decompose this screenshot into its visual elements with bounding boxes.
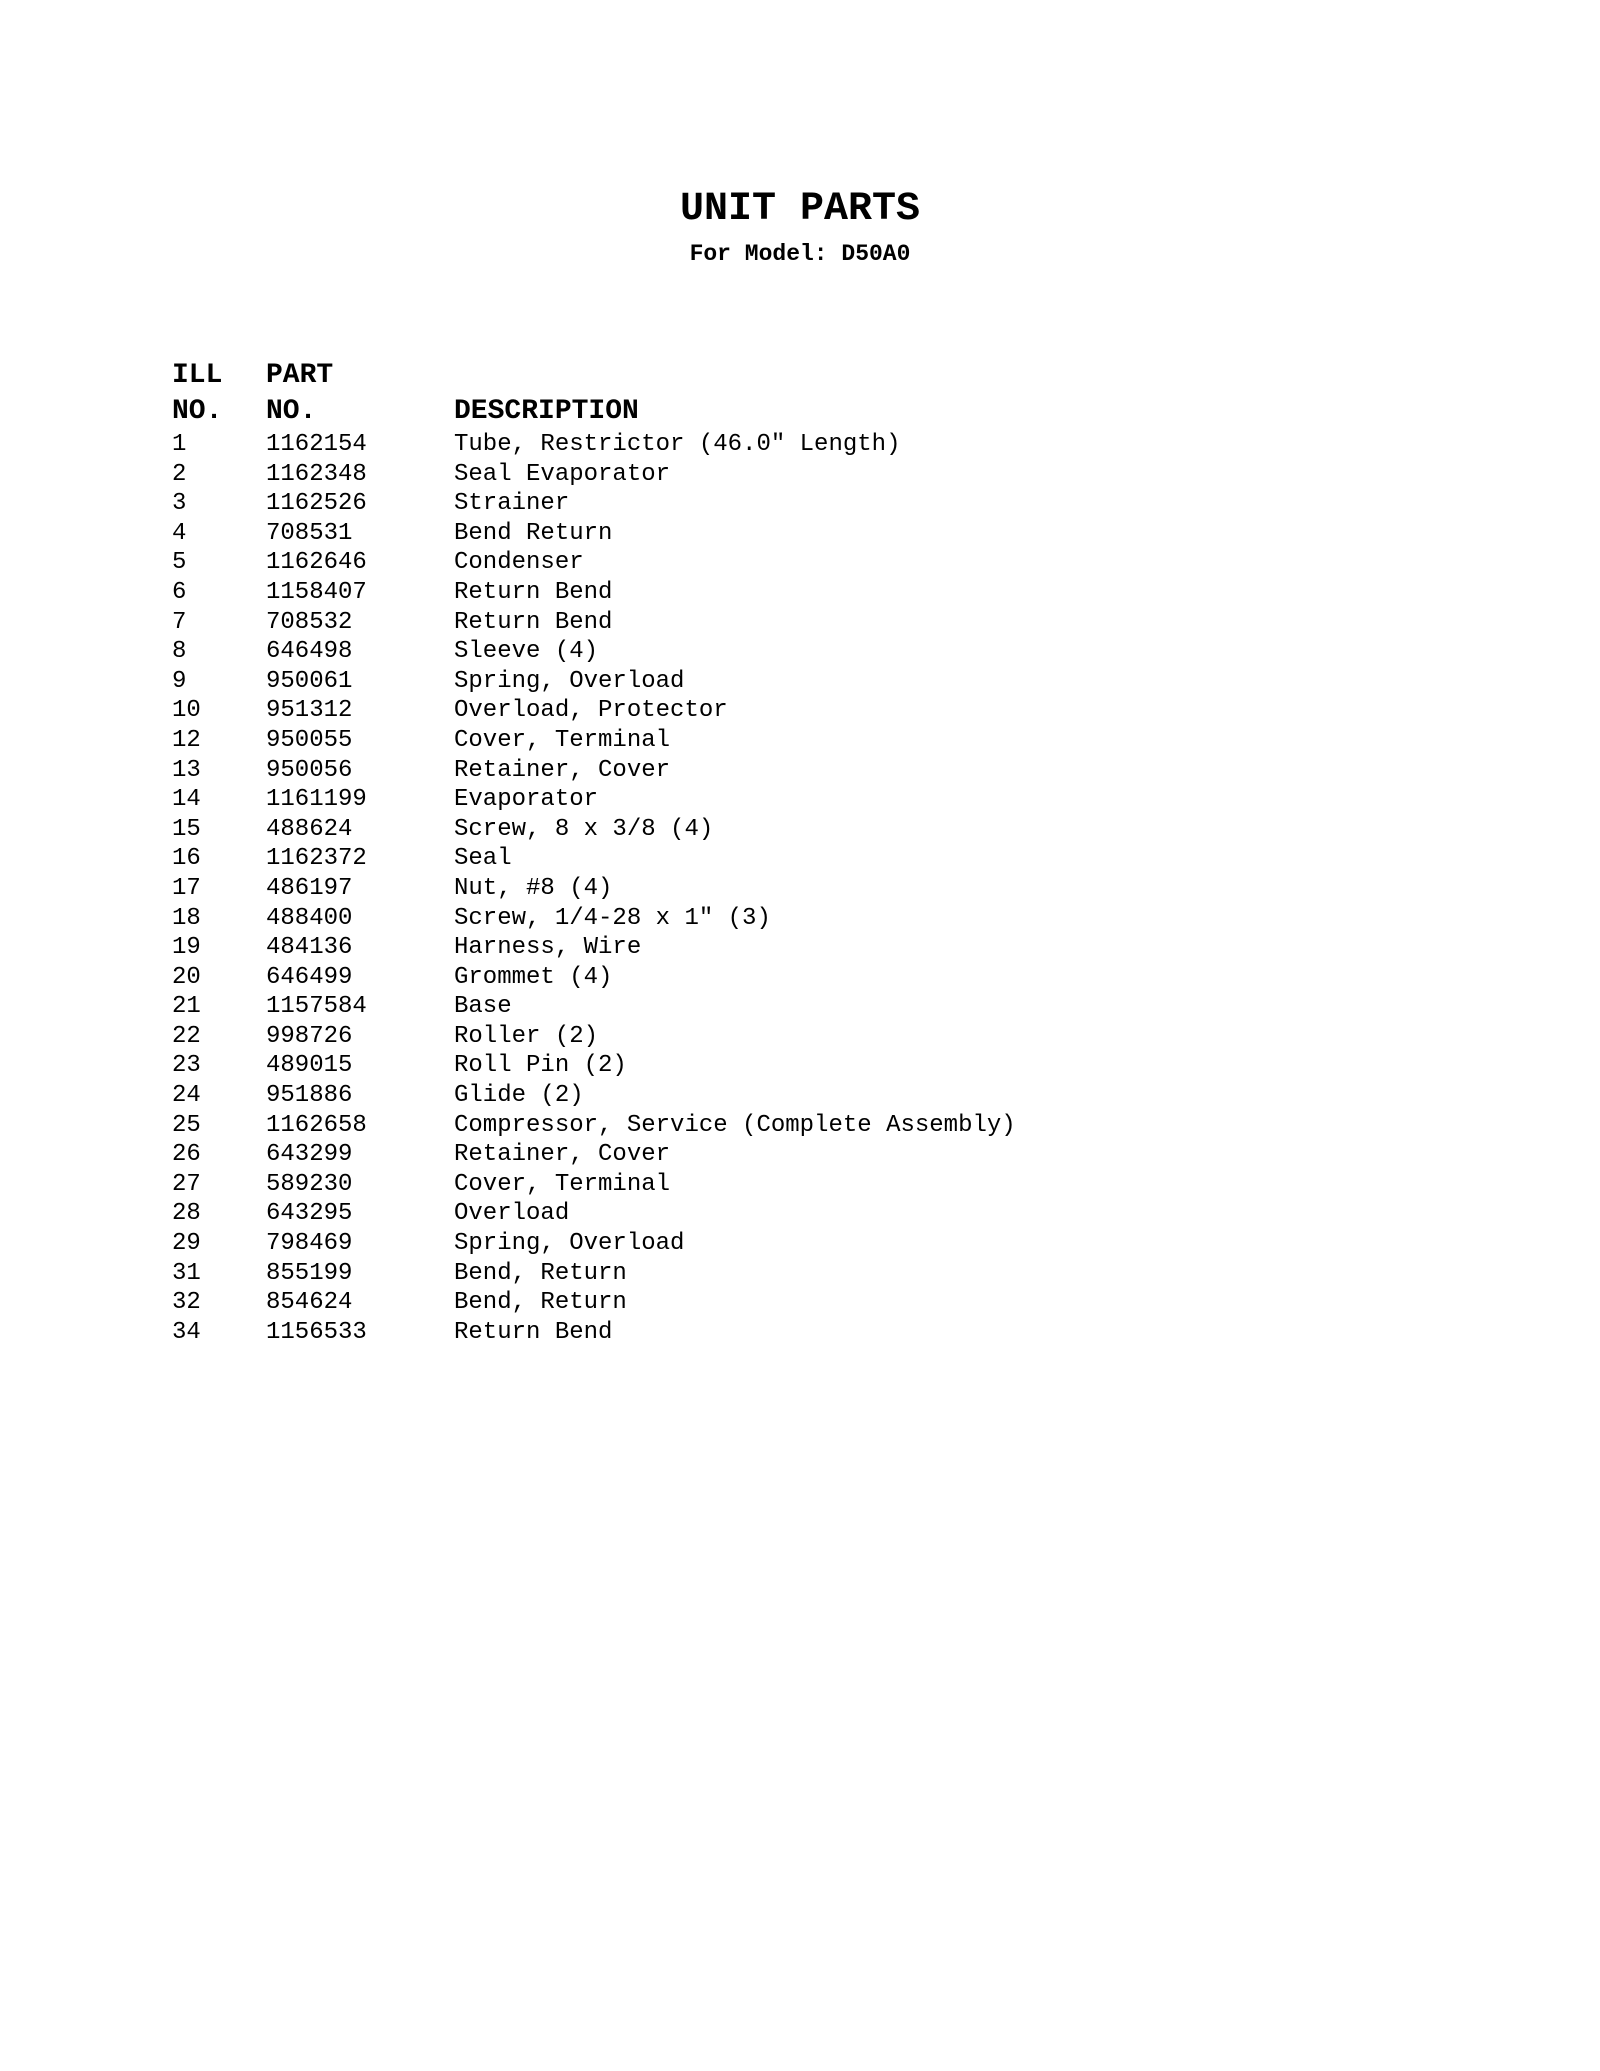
- part-description: Bend Return: [454, 519, 613, 547]
- table-row: [172, 667, 1272, 697]
- part-description: Glide (2): [454, 1082, 584, 1110]
- part-description: Overload: [454, 1200, 570, 1228]
- part-description: Return Bend: [454, 1318, 613, 1346]
- ill-number: 10: [172, 697, 201, 725]
- table-row: [172, 578, 1272, 608]
- ill-number: 22: [172, 1022, 201, 1050]
- part-number: 643295: [266, 1200, 353, 1228]
- part-number: 486197: [266, 874, 353, 902]
- part-description: Sleeve (4): [454, 638, 599, 666]
- table-row: [172, 548, 1272, 578]
- table-row: [172, 933, 1272, 963]
- part-description: Return Bend: [454, 578, 613, 606]
- part-number: 1156533: [266, 1318, 367, 1346]
- part-description: Cover, Terminal: [454, 726, 671, 754]
- part-description: Base: [454, 993, 512, 1021]
- ill-number: 5: [172, 549, 187, 577]
- description-header: DESCRIPTION: [454, 396, 639, 427]
- part-number: 708531: [266, 519, 353, 547]
- ill-number: 24: [172, 1082, 201, 1110]
- part-number: 1162372: [266, 845, 367, 873]
- table-row: [172, 1111, 1272, 1141]
- part-description: Return Bend: [454, 608, 613, 636]
- part-description: Condenser: [454, 549, 584, 577]
- part-description: Screw, 8 x 3/8 (4): [454, 815, 714, 843]
- table-row: [172, 874, 1272, 904]
- table-row: [172, 1170, 1272, 1200]
- table-row: [172, 637, 1272, 667]
- part-number: 951886: [266, 1082, 353, 1110]
- table-row: [172, 992, 1272, 1022]
- part-description: Bend, Return: [454, 1289, 627, 1317]
- ill-number: 28: [172, 1200, 201, 1228]
- part-number: 1162646: [266, 549, 367, 577]
- table-row: [172, 844, 1272, 874]
- ill-number: 4: [172, 519, 187, 547]
- desc-header-spacer: [454, 358, 1272, 394]
- ill-number: 15: [172, 815, 201, 843]
- table-row: [172, 489, 1272, 519]
- part-description: Bend, Return: [454, 1259, 627, 1287]
- ill-number: 16: [172, 845, 201, 873]
- page-title: UNIT PARTS: [679, 187, 921, 232]
- part-number: 643299: [266, 1141, 353, 1169]
- ill-number: 1: [172, 431, 187, 458]
- part-description: Grommet (4): [454, 963, 613, 991]
- ill-number: 7: [172, 608, 187, 636]
- model-subtitle: For Model: D50A0: [689, 241, 911, 267]
- part-number: 646499: [266, 963, 353, 991]
- table-row: [172, 1199, 1272, 1229]
- part-description: Screw, 1/4-28 x 1" (3): [454, 904, 771, 932]
- table-row: [172, 1140, 1272, 1170]
- part-description: Retainer, Cover: [454, 1141, 671, 1169]
- ill-number: 31: [172, 1259, 201, 1287]
- table-row: [172, 460, 1272, 490]
- ill-number: 6: [172, 578, 187, 606]
- ill-number: 23: [172, 1052, 201, 1080]
- part-description: Tube, Restrictor (46.0" Length): [454, 431, 901, 458]
- ill-number: 9: [172, 667, 187, 695]
- part-number: 950055: [266, 726, 353, 754]
- part-number: 854624: [266, 1289, 353, 1317]
- parts-list: [172, 358, 1272, 1347]
- part-number: 950056: [266, 756, 353, 784]
- ill-number: 25: [172, 1111, 201, 1139]
- table-row: [172, 608, 1272, 638]
- part-description: Strainer: [454, 490, 570, 518]
- part-header-line2: NO.: [266, 396, 317, 427]
- part-description: Compressor, Service (Complete Assembly): [454, 1111, 1016, 1139]
- table-row: [172, 1051, 1272, 1081]
- part-number: 1162154: [266, 431, 367, 458]
- table-row: [172, 430, 1272, 460]
- ill-number: 8: [172, 638, 187, 666]
- table-row: [172, 1288, 1272, 1318]
- ill-number: 13: [172, 756, 201, 784]
- ill-number: 19: [172, 934, 201, 962]
- part-number: 855199: [266, 1259, 353, 1287]
- part-description: Cover, Terminal: [454, 1170, 671, 1198]
- part-description: Seal: [454, 845, 512, 873]
- part-number: 950061: [266, 667, 353, 695]
- part-number: 589230: [266, 1170, 353, 1198]
- table-row: [172, 726, 1272, 756]
- part-number: 488624: [266, 815, 353, 843]
- table-row: [172, 1318, 1272, 1348]
- part-number: 1162658: [266, 1111, 367, 1139]
- table-row: [172, 1081, 1272, 1111]
- ill-number: 21: [172, 993, 201, 1021]
- part-description: Overload, Protector: [454, 697, 728, 725]
- ill-number: 12: [172, 726, 201, 754]
- part-description: Spring, Overload: [454, 1230, 685, 1258]
- part-number: 1161199: [266, 786, 367, 814]
- part-description: Roll Pin (2): [454, 1052, 627, 1080]
- part-description: Roller (2): [454, 1022, 599, 1050]
- ill-number: 34: [172, 1318, 201, 1346]
- table-row: [172, 785, 1272, 815]
- table-row: [172, 756, 1272, 786]
- part-header-line1: PART: [266, 360, 334, 391]
- table-row: [172, 1022, 1272, 1052]
- ill-number: 14: [172, 786, 201, 814]
- part-description: Nut, #8 (4): [454, 874, 613, 902]
- part-description: Retainer, Cover: [454, 756, 671, 784]
- ill-number: 3: [172, 490, 187, 518]
- part-number: 1162526: [266, 490, 367, 518]
- ill-number: 2: [172, 460, 187, 488]
- ill-header-line1: ILL: [172, 360, 223, 391]
- part-description: Spring, Overload: [454, 667, 685, 695]
- part-number: 1162348: [266, 460, 367, 488]
- column-header-row-2: [172, 394, 1272, 430]
- part-number: 951312: [266, 697, 353, 725]
- table-row: [172, 963, 1272, 993]
- part-number: 1157584: [266, 993, 367, 1021]
- part-number: 798469: [266, 1230, 353, 1258]
- ill-number: 26: [172, 1141, 201, 1169]
- part-number: 1158407: [266, 578, 367, 606]
- ill-number: 32: [172, 1289, 201, 1317]
- ill-number: 17: [172, 874, 201, 902]
- table-row: [172, 519, 1272, 549]
- table-row: [172, 696, 1272, 726]
- part-description: Evaporator: [454, 786, 599, 814]
- ill-number: 18: [172, 904, 201, 932]
- part-number: 998726: [266, 1022, 353, 1050]
- part-description: Seal Evaporator: [454, 460, 671, 488]
- part-number: 646498: [266, 638, 353, 666]
- table-row: [172, 1259, 1272, 1289]
- part-number: 484136: [266, 934, 353, 962]
- column-header-row-1: [172, 358, 1272, 394]
- ill-header-line2: NO.: [172, 396, 223, 427]
- part-number: 489015: [266, 1052, 353, 1080]
- ill-number: 27: [172, 1170, 201, 1198]
- ill-number: 20: [172, 963, 201, 991]
- part-description: Harness, Wire: [454, 934, 642, 962]
- part-number: 708532: [266, 608, 353, 636]
- table-row: [172, 1229, 1272, 1259]
- table-row: [172, 904, 1272, 934]
- ill-number: 29: [172, 1230, 201, 1258]
- parts-rows: [172, 430, 1272, 1347]
- part-number: 488400: [266, 904, 353, 932]
- table-row: [172, 815, 1272, 845]
